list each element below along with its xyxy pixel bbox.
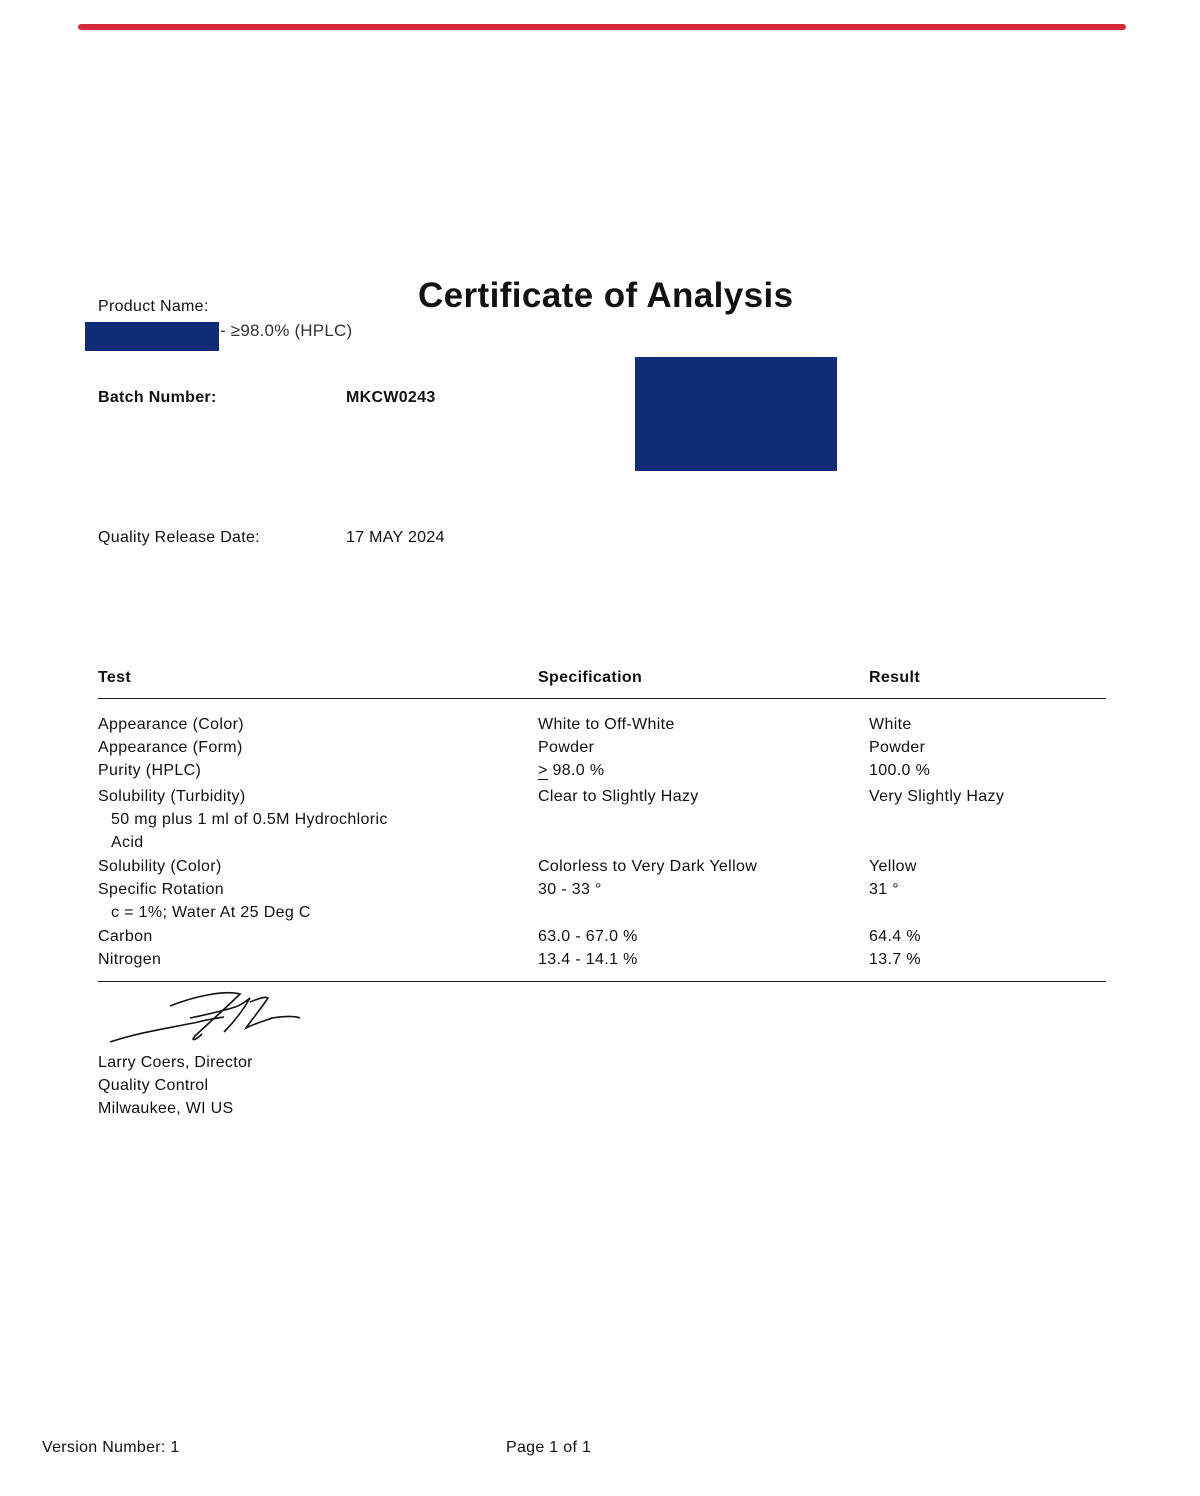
row-result: White (869, 716, 912, 733)
row-test: Specific Rotation (98, 881, 225, 898)
signatory-location: Milwaukee, WI US (98, 1100, 234, 1117)
logo-redaction (635, 357, 837, 471)
product-name-label: Product Name: (98, 298, 209, 315)
row-spec: Powder (538, 739, 595, 756)
row-spec: > 98.0 % (538, 762, 605, 779)
release-date-label: Quality Release Date: (98, 529, 260, 546)
column-header-test: Test (98, 669, 132, 686)
row-test-detail: 50 mg plus 1 ml of 0.5M Hydrochloric (111, 811, 388, 828)
row-test-detail: Acid (111, 834, 144, 851)
row-result: 64.4 % (869, 928, 921, 945)
greater-equal-underline (538, 779, 548, 780)
row-result: Yellow (869, 858, 917, 875)
row-result: 100.0 % (869, 762, 931, 779)
row-spec: 63.0 - 67.0 % (538, 928, 638, 945)
row-test-detail: c = 1%; Water At 25 Deg C (111, 904, 311, 921)
signature (100, 988, 310, 1050)
footer-rule (98, 981, 1106, 982)
row-test: Nitrogen (98, 951, 162, 968)
row-test: Solubility (Color) (98, 858, 222, 875)
row-result: 13.7 % (869, 951, 921, 968)
row-test: Appearance (Color) (98, 716, 244, 733)
row-spec: White to Off-White (538, 716, 675, 733)
column-header-specification: Specification (538, 669, 643, 686)
row-result: Very Slightly Hazy (869, 788, 1005, 805)
row-test: Solubility (Turbidity) (98, 788, 246, 805)
row-result: Powder (869, 739, 926, 756)
row-test: Purity (HPLC) (98, 762, 202, 779)
row-spec: Clear to Slightly Hazy (538, 788, 699, 805)
version-number: Version Number: 1 (42, 1439, 180, 1456)
release-date-value: 17 MAY 2024 (346, 529, 445, 546)
product-name-suffix: - ≥98.0% (HPLC) (220, 321, 353, 340)
row-result: 31 ° (869, 881, 900, 898)
row-test: Carbon (98, 928, 153, 945)
product-name-redaction (85, 322, 219, 351)
document-title: Certificate of Analysis (418, 276, 794, 315)
batch-number-value: MKCW0243 (346, 389, 436, 406)
row-spec: Colorless to Very Dark Yellow (538, 858, 758, 875)
row-spec: 13.4 - 14.1 % (538, 951, 638, 968)
signatory-department: Quality Control (98, 1077, 209, 1094)
row-test: Appearance (Form) (98, 739, 243, 756)
top-accent-bar (78, 24, 1126, 30)
batch-number-label: Batch Number: (98, 389, 217, 406)
row-spec: 30 - 33 ° (538, 881, 602, 898)
column-header-result: Result (869, 669, 920, 686)
signatory-name: Larry Coers, Director (98, 1054, 253, 1071)
page-number: Page 1 of 1 (506, 1439, 592, 1456)
header-rule (98, 698, 1106, 699)
